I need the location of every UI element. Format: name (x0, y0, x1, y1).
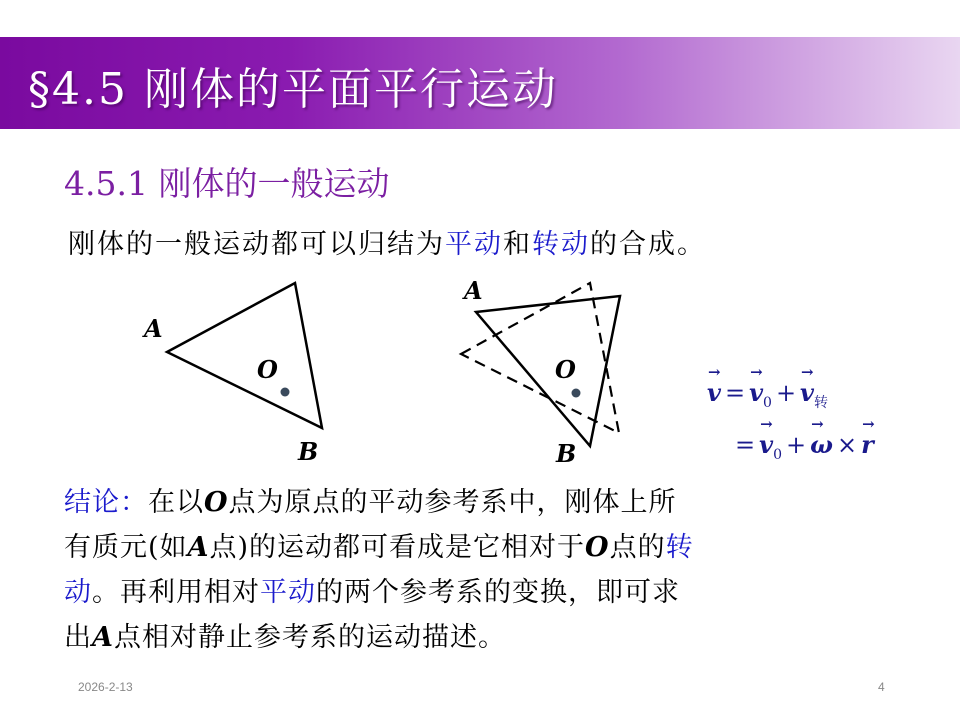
symbol-o-1: O (204, 487, 229, 518)
conclusion-text-2a: 有质元(如 (64, 532, 188, 563)
right-label-o: O (555, 355, 576, 384)
conclusion-text-1a: 在以 (148, 487, 204, 518)
symbol-a-1: A (187, 532, 210, 563)
right-solid-triangle (476, 296, 620, 446)
conclusion-line-4 (64, 615, 904, 660)
eq-v: → v (707, 378, 721, 407)
conclusion-text-4a: 出 (64, 622, 92, 653)
intro-and: 和 (503, 229, 532, 260)
right-label-b: B (556, 439, 577, 468)
conclusion-line-2 (64, 525, 904, 570)
keyword-rotation-1: 转 (665, 532, 694, 563)
conclusion-text-3a: 。再利用相对 (92, 577, 260, 608)
left-center-dot (281, 388, 290, 397)
keyword-rotation-2: 动 (64, 577, 92, 608)
conclusion-label: 结论： (64, 487, 148, 518)
page-title: §4.5 刚体的平面平行运动 (28, 64, 558, 115)
right-label-a: A (464, 276, 483, 305)
eq-equals-2: = (735, 431, 756, 459)
keyword-translation: 平动 (445, 229, 503, 260)
conclusion-text-4b: 点相对静止参考系的运动描述。 (113, 622, 506, 653)
symbol-o-2: O (585, 532, 610, 563)
footer-date: 2026-2-13 (78, 680, 133, 694)
eq-omega: → ω (810, 430, 833, 459)
left-label-a: A (144, 314, 163, 343)
conclusion-line-1 (64, 480, 904, 525)
eq-times: × (836, 431, 858, 459)
eq-sub-0: 0 (763, 394, 772, 411)
eq-v0-2: → v (759, 430, 773, 459)
left-label-b: B (298, 437, 319, 466)
conclusion-text-1b: 点为原点的平动参考系中，刚体上所 (228, 487, 677, 518)
conclusion-text-3b: 的两个参考系的变换，即可求 (316, 577, 680, 608)
conclusion-text-2c: 点的 (609, 532, 666, 563)
eq-v0: → v (749, 378, 763, 407)
eq-sub-0-2: 0 (773, 446, 782, 463)
intro-text: 刚体的一般运动都可以归结为 (68, 229, 445, 260)
eq-plus-1: + (775, 379, 797, 407)
left-triangle (167, 283, 322, 428)
eq-equals-1: = (724, 379, 746, 407)
eq-plus-2: + (785, 431, 807, 459)
left-label-o: O (257, 355, 278, 384)
page-number: 4 (878, 680, 885, 694)
symbol-a-2: A (92, 622, 114, 653)
section-subtitle: 4.5.1 刚体的一般运动 (64, 164, 390, 203)
conclusion-text-2b: 点)的运动都可看成是它相对于 (209, 532, 586, 563)
keyword-rotation: 转动 (532, 229, 590, 260)
velocity-equation-line2 (731, 430, 874, 463)
velocity-equation-line1 (707, 378, 828, 412)
eq-r: → r (861, 430, 874, 459)
eq-v-rot: → v (800, 378, 814, 407)
intro-end: 的合成。 (590, 229, 706, 260)
eq-sub-rot: 转 (814, 394, 828, 411)
keyword-translation-2: 平动 (260, 577, 316, 608)
right-center-dot (572, 389, 581, 398)
conclusion-line-3 (64, 570, 904, 615)
conclusion-paragraph (64, 480, 904, 660)
